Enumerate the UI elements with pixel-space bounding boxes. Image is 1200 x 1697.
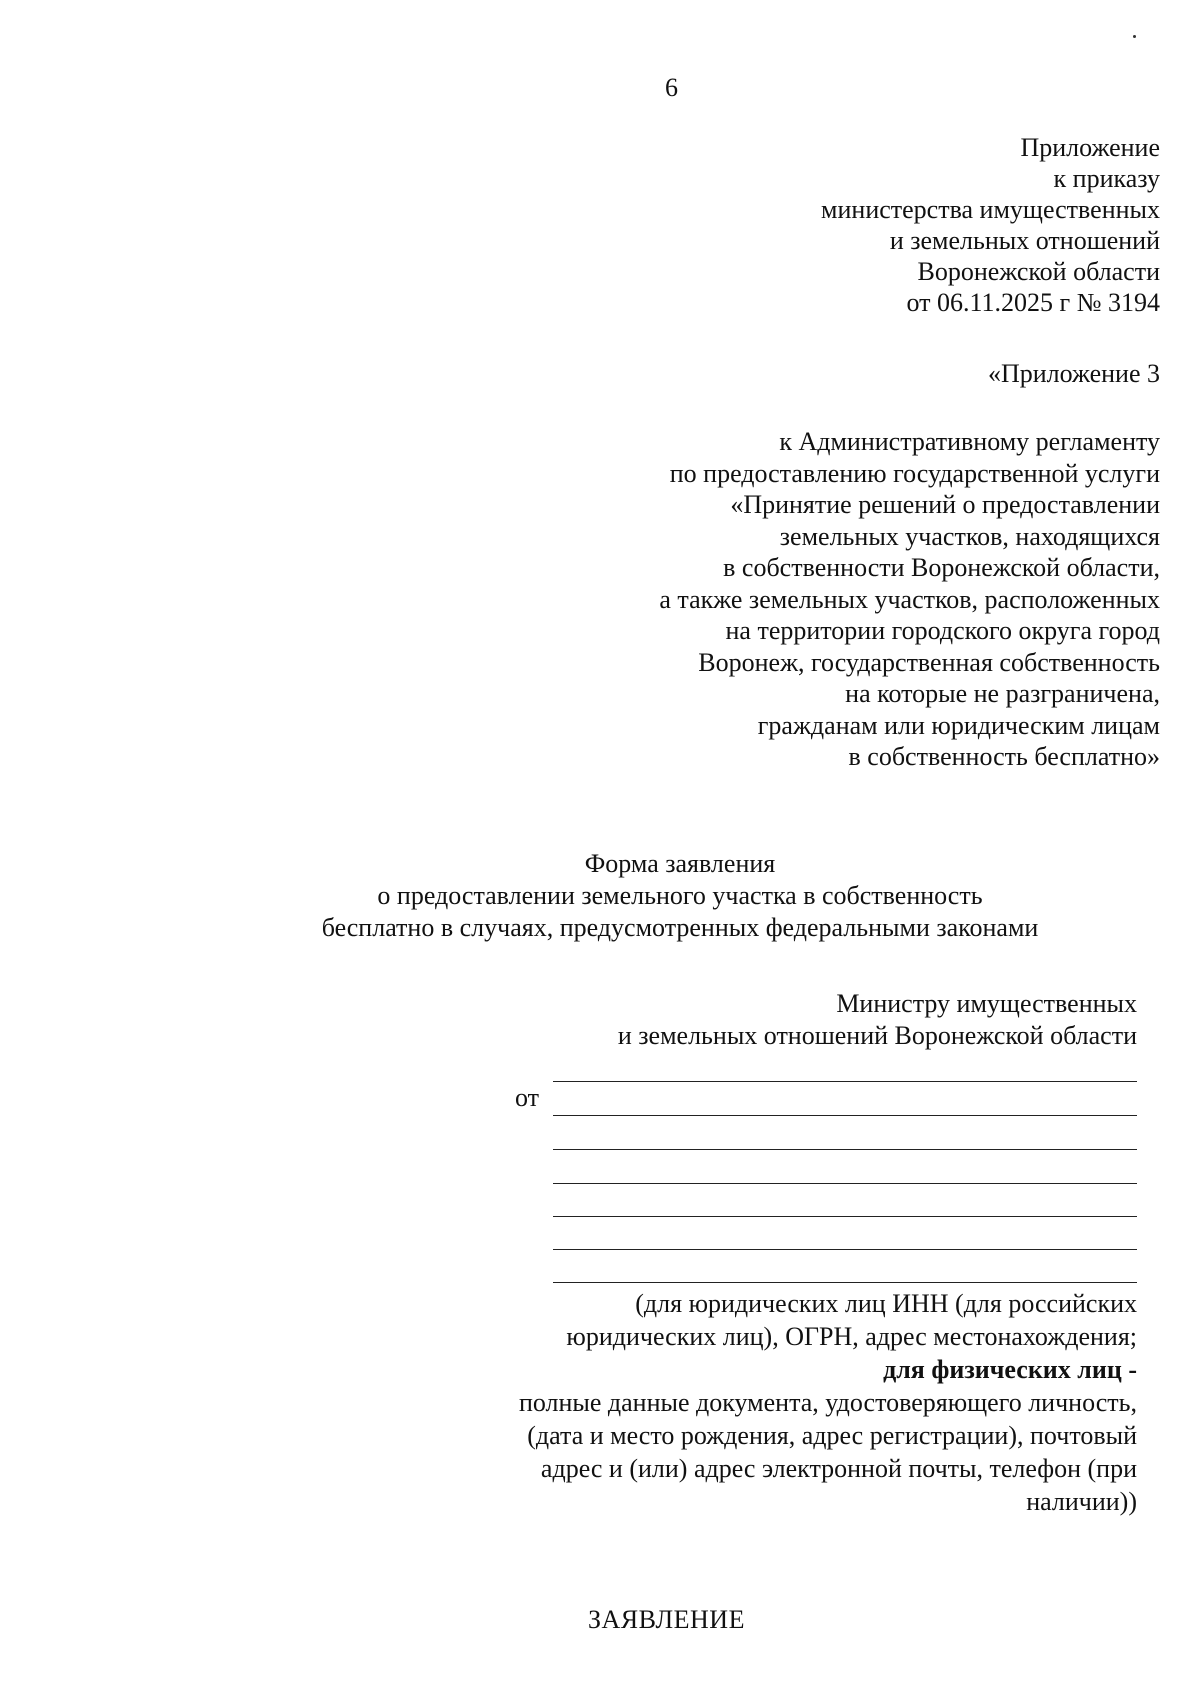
form-title-line: о предоставлении земельного участка в собственность xyxy=(377,881,983,910)
applicant-note-line: (дата и место рождения, адрес регистрации), почтовый xyxy=(527,1421,1137,1450)
page-number: 6 xyxy=(665,73,678,102)
regulation-line: Воронеж, государственная собственность xyxy=(698,647,1160,677)
fill-in-line[interactable] xyxy=(553,1249,1137,1250)
regulation-line: к Административному регламенту xyxy=(779,427,1160,456)
applicant-note-line: адрес и (или) адрес электронной почты, телефон (при xyxy=(540,1454,1137,1483)
appendix-header-line: от 06.11.2025 г № 3194 xyxy=(906,288,1160,317)
fill-in-line[interactable] xyxy=(553,1183,1137,1184)
applicant-note xyxy=(519,1287,1137,1518)
form-title-line: Форма заявления xyxy=(584,849,776,878)
appendix-header xyxy=(821,132,1160,318)
regulation-line: а также земельных участков, расположенных xyxy=(659,584,1160,614)
fill-in-line[interactable] xyxy=(553,1115,1137,1116)
form-title-line: бесплатно в случаях, предусмотренных федеральными законами xyxy=(321,913,1039,942)
fill-in-line[interactable] xyxy=(553,1216,1137,1217)
regulation-line: гражданам или юридическим лицам xyxy=(757,710,1160,740)
regulation-line: земельных участков, находящихся xyxy=(779,521,1160,551)
regulation-line: по предоставлению государственной услуги xyxy=(669,458,1160,488)
appendix-header-line: Приложение xyxy=(1020,133,1160,162)
appendix-header-line: и земельных отношений xyxy=(889,226,1160,255)
appendix-header-line: к приказу xyxy=(1053,164,1160,193)
statement-title: ЗАЯВЛЕНИЕ xyxy=(588,1605,745,1634)
regulation-reference xyxy=(659,426,1160,773)
regulation-line: на территории городского округа город xyxy=(725,616,1160,645)
regulation-line: на которые не разграничена, xyxy=(845,679,1160,708)
individuals-heading: для физических лиц - xyxy=(883,1355,1137,1384)
addressee xyxy=(618,988,1137,1052)
regulation-line: в собственности Воронежской области, xyxy=(723,553,1160,582)
from-label: от xyxy=(515,1083,540,1112)
form-title xyxy=(300,848,1060,944)
fill-in-line[interactable] xyxy=(553,1081,1137,1082)
addressee-line: и земельных отношений Воронежской области xyxy=(617,1021,1137,1050)
applicant-note-line: полные данные документа, удостоверяющего личность, xyxy=(518,1388,1137,1417)
scan-speck xyxy=(1133,35,1136,38)
fill-in-line[interactable] xyxy=(553,1149,1137,1150)
applicant-note-line: (для юридических лиц ИНН (для российских xyxy=(635,1289,1137,1318)
regulation-line: в собственность бесплатно» xyxy=(848,742,1160,771)
applicant-note-line: юридических лиц), ОГРН, адрес местонахождения; xyxy=(566,1322,1137,1351)
applicant-note-line: наличии)) xyxy=(1026,1487,1137,1516)
appendix-header-line: Воронежской области xyxy=(917,257,1160,286)
addressee-line: Министру имущественных xyxy=(836,989,1137,1018)
appendix-header-line: министерства имущественных xyxy=(821,195,1160,224)
appendix3-title: «Приложение 3 xyxy=(987,359,1160,388)
regulation-line: «Принятие решений о предоставлении xyxy=(730,490,1160,519)
fill-in-line[interactable] xyxy=(553,1282,1137,1283)
